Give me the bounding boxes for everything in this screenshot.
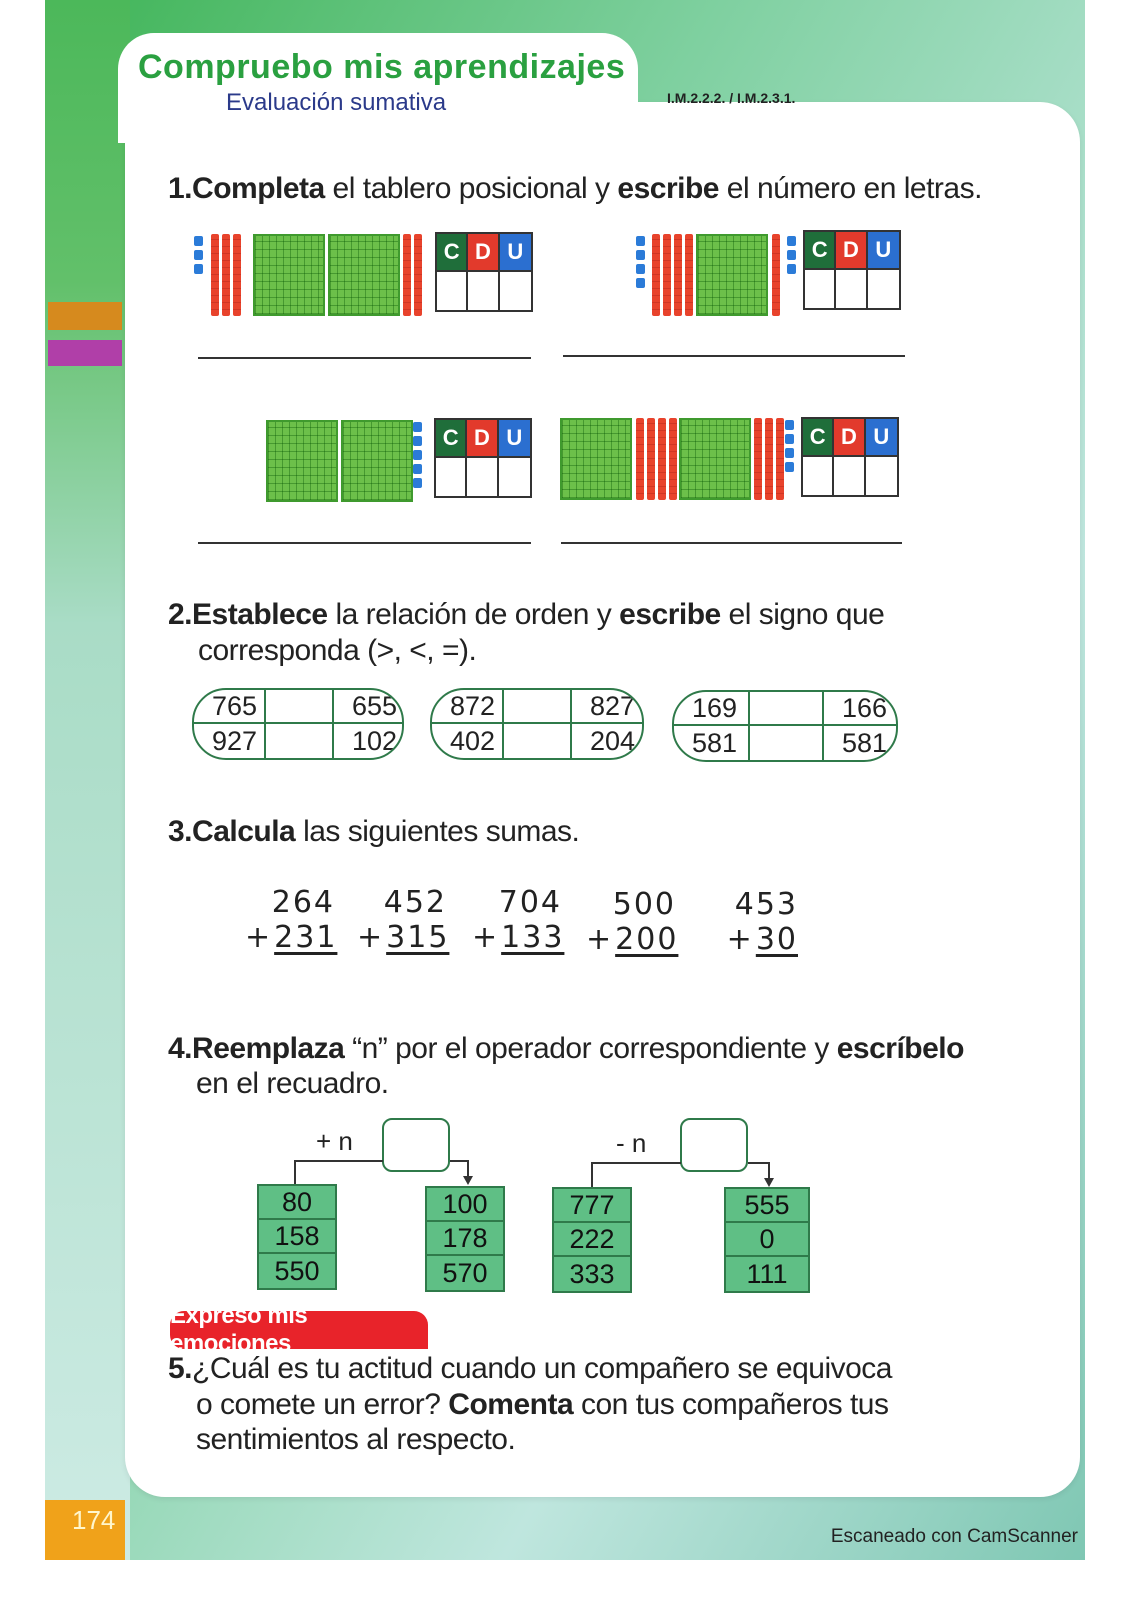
left-number: 581 bbox=[692, 727, 738, 758]
answer-line[interactable] bbox=[561, 542, 902, 544]
addend-bottom: 231 bbox=[274, 920, 338, 955]
input-number: 777 bbox=[554, 1189, 630, 1223]
question-4-text: 4.Reemplaza “n” por el operador correspondiente y escríbelo bbox=[168, 1032, 964, 1065]
output-numbers-column bbox=[425, 1186, 505, 1292]
question-3-text: 3.Calcula las siguientes sumas. bbox=[168, 815, 580, 848]
page-number: 174 bbox=[72, 1505, 116, 1535]
hundred-flat bbox=[560, 418, 632, 500]
addition-problem bbox=[357, 885, 450, 955]
addend-top: 264 bbox=[271, 885, 335, 920]
units-header: U bbox=[866, 419, 897, 455]
ten-rods bbox=[211, 234, 241, 316]
unit-cubes bbox=[785, 420, 794, 472]
input-number: 222 bbox=[554, 1223, 630, 1257]
addition-problem bbox=[245, 885, 338, 955]
connector-line bbox=[591, 1162, 681, 1164]
left-number: 927 bbox=[212, 725, 258, 756]
input-number: 80 bbox=[259, 1186, 335, 1220]
left-number: 402 bbox=[450, 725, 496, 756]
units-header: U bbox=[500, 234, 531, 270]
output-number: 178 bbox=[427, 1222, 503, 1256]
right-number: 581 bbox=[842, 727, 888, 758]
ten-rods bbox=[636, 418, 677, 500]
scanner-watermark: Escaneado con CamScanner bbox=[830, 1526, 1078, 1547]
sign-answer-cell[interactable] bbox=[264, 690, 334, 722]
question-4-text-line2: en el recuadro. bbox=[196, 1067, 389, 1100]
addend-top: 452 bbox=[383, 885, 447, 920]
hundreds-answer-cell[interactable] bbox=[437, 270, 468, 310]
sign-answer-cell[interactable] bbox=[748, 726, 824, 760]
connector-line bbox=[294, 1160, 383, 1162]
tens-header: D bbox=[836, 232, 867, 268]
operator-label: - n bbox=[616, 1128, 647, 1158]
addition-problem bbox=[472, 885, 565, 955]
right-number: 204 bbox=[590, 725, 636, 756]
addend-bottom: 315 bbox=[386, 920, 450, 955]
hundred-flat bbox=[266, 420, 338, 502]
hundreds-header: C bbox=[436, 420, 467, 456]
hundreds-header: C bbox=[437, 234, 468, 270]
right-number: 655 bbox=[352, 690, 398, 721]
right-number: 166 bbox=[842, 692, 888, 723]
tens-header: D bbox=[834, 419, 865, 455]
unit-cubes bbox=[636, 236, 645, 288]
answer-line[interactable] bbox=[198, 542, 531, 544]
units-answer-cell[interactable] bbox=[868, 268, 899, 308]
unit-cubes bbox=[787, 236, 796, 274]
ten-rods bbox=[754, 418, 784, 500]
tens-answer-cell[interactable] bbox=[468, 270, 499, 310]
question-5-text: 5.¿Cuál es tu actitud cuando un compañero se equivoca bbox=[168, 1352, 892, 1385]
place-value-table bbox=[435, 232, 533, 312]
operator-answer-box[interactable] bbox=[382, 1118, 450, 1172]
question-2-text-line2: corresponda (>, <, =). bbox=[198, 634, 477, 667]
right-number: 102 bbox=[352, 725, 398, 756]
question-2-text: 2.Establece la relación de orden y escribe el signo que bbox=[168, 598, 885, 631]
input-number: 550 bbox=[274, 1255, 320, 1286]
output-numbers-column bbox=[724, 1187, 810, 1293]
place-value-table bbox=[801, 417, 899, 497]
addition-problem bbox=[586, 887, 679, 957]
comparison-pair-2 bbox=[430, 688, 644, 760]
operator-label: + n bbox=[316, 1126, 353, 1156]
addend-top: 500 bbox=[612, 887, 676, 922]
ten-rods bbox=[403, 234, 422, 316]
comparison-pair-1 bbox=[192, 688, 404, 760]
answer-line[interactable] bbox=[563, 355, 905, 357]
tens-answer-cell[interactable] bbox=[834, 455, 865, 495]
sign-answer-cell[interactable] bbox=[502, 724, 572, 758]
question-1-text: 1.Completa el tablero posicional y escribe el número en letras. bbox=[168, 172, 982, 205]
arrow-down-icon bbox=[463, 1176, 473, 1185]
output-number: 100 bbox=[427, 1188, 503, 1222]
left-number: 765 bbox=[212, 690, 258, 721]
hundred-flat bbox=[679, 418, 751, 500]
left-margin-band bbox=[45, 0, 130, 1560]
hundred-flat bbox=[328, 234, 400, 316]
plus-sign: + bbox=[586, 922, 614, 957]
comparison-pair-3 bbox=[672, 690, 898, 762]
hundreds-header: C bbox=[803, 419, 834, 455]
plus-sign: + bbox=[472, 920, 500, 955]
hundred-flat bbox=[253, 234, 325, 316]
sign-answer-cell[interactable] bbox=[748, 692, 824, 724]
question-5-text-line2: o comete un error? Comenta con tus compañeros tus bbox=[196, 1388, 889, 1421]
input-numbers-column bbox=[257, 1184, 337, 1290]
indicator-codes: I.M.2.2.2. / I.M.2.3.1. bbox=[667, 90, 796, 106]
output-number: 111 bbox=[746, 1258, 788, 1289]
arrow-down-icon bbox=[764, 1178, 774, 1187]
sign-answer-cell[interactable] bbox=[264, 724, 334, 758]
left-number: 169 bbox=[692, 692, 738, 723]
right-number: 827 bbox=[590, 690, 636, 721]
units-header: U bbox=[868, 232, 899, 268]
ten-rods bbox=[772, 234, 780, 316]
input-number: 158 bbox=[259, 1220, 335, 1254]
question-5-text-line3: sentimientos al respecto. bbox=[196, 1423, 516, 1456]
addend-bottom: 200 bbox=[615, 922, 679, 957]
connector-line bbox=[294, 1160, 296, 1185]
plus-sign: + bbox=[357, 920, 385, 955]
tens-header: D bbox=[468, 234, 499, 270]
sign-answer-cell[interactable] bbox=[502, 690, 572, 722]
plus-sign: + bbox=[726, 922, 754, 957]
addend-top: 453 bbox=[734, 887, 798, 922]
unit-cubes bbox=[194, 236, 203, 274]
page-title: Compruebo mis aprendizajes bbox=[138, 48, 626, 86]
operator-answer-box[interactable] bbox=[680, 1118, 748, 1172]
plus-sign: + bbox=[245, 920, 273, 955]
hundreds-answer-cell[interactable] bbox=[805, 268, 836, 308]
addend-bottom: 30 bbox=[755, 922, 798, 957]
connector-line bbox=[748, 1162, 770, 1164]
unit-cubes bbox=[413, 422, 422, 488]
addend-top: 704 bbox=[498, 885, 562, 920]
input-numbers-column bbox=[552, 1187, 632, 1293]
units-answer-cell[interactable] bbox=[866, 455, 897, 495]
hundred-flat bbox=[696, 234, 768, 316]
units-header: U bbox=[499, 420, 530, 456]
orange-strip bbox=[48, 302, 122, 330]
tens-answer-cell[interactable] bbox=[467, 456, 498, 496]
ten-rods bbox=[652, 234, 693, 316]
addend-bottom: 133 bbox=[501, 920, 565, 955]
units-answer-cell[interactable] bbox=[499, 456, 530, 496]
hundreds-header: C bbox=[805, 232, 836, 268]
place-value-table bbox=[434, 418, 532, 498]
units-answer-cell[interactable] bbox=[500, 270, 531, 310]
page-subtitle: Evaluación sumativa bbox=[226, 89, 447, 116]
output-number: 0 bbox=[726, 1223, 808, 1257]
tens-header: D bbox=[467, 420, 498, 456]
answer-line[interactable] bbox=[198, 357, 531, 359]
left-number: 872 bbox=[450, 690, 496, 721]
connector-line bbox=[591, 1162, 593, 1187]
hundreds-answer-cell[interactable] bbox=[436, 456, 467, 496]
place-value-table bbox=[803, 230, 901, 310]
addition-problem bbox=[708, 887, 798, 957]
hundreds-answer-cell[interactable] bbox=[803, 455, 834, 495]
hundred-flat bbox=[341, 420, 413, 502]
output-number: 570 bbox=[442, 1257, 488, 1288]
tens-answer-cell[interactable] bbox=[836, 268, 867, 308]
output-number: 555 bbox=[726, 1189, 808, 1223]
section-tab-emotions: Expreso mis emociones bbox=[170, 1311, 428, 1349]
purple-strip bbox=[48, 340, 122, 366]
input-number: 333 bbox=[569, 1258, 615, 1289]
